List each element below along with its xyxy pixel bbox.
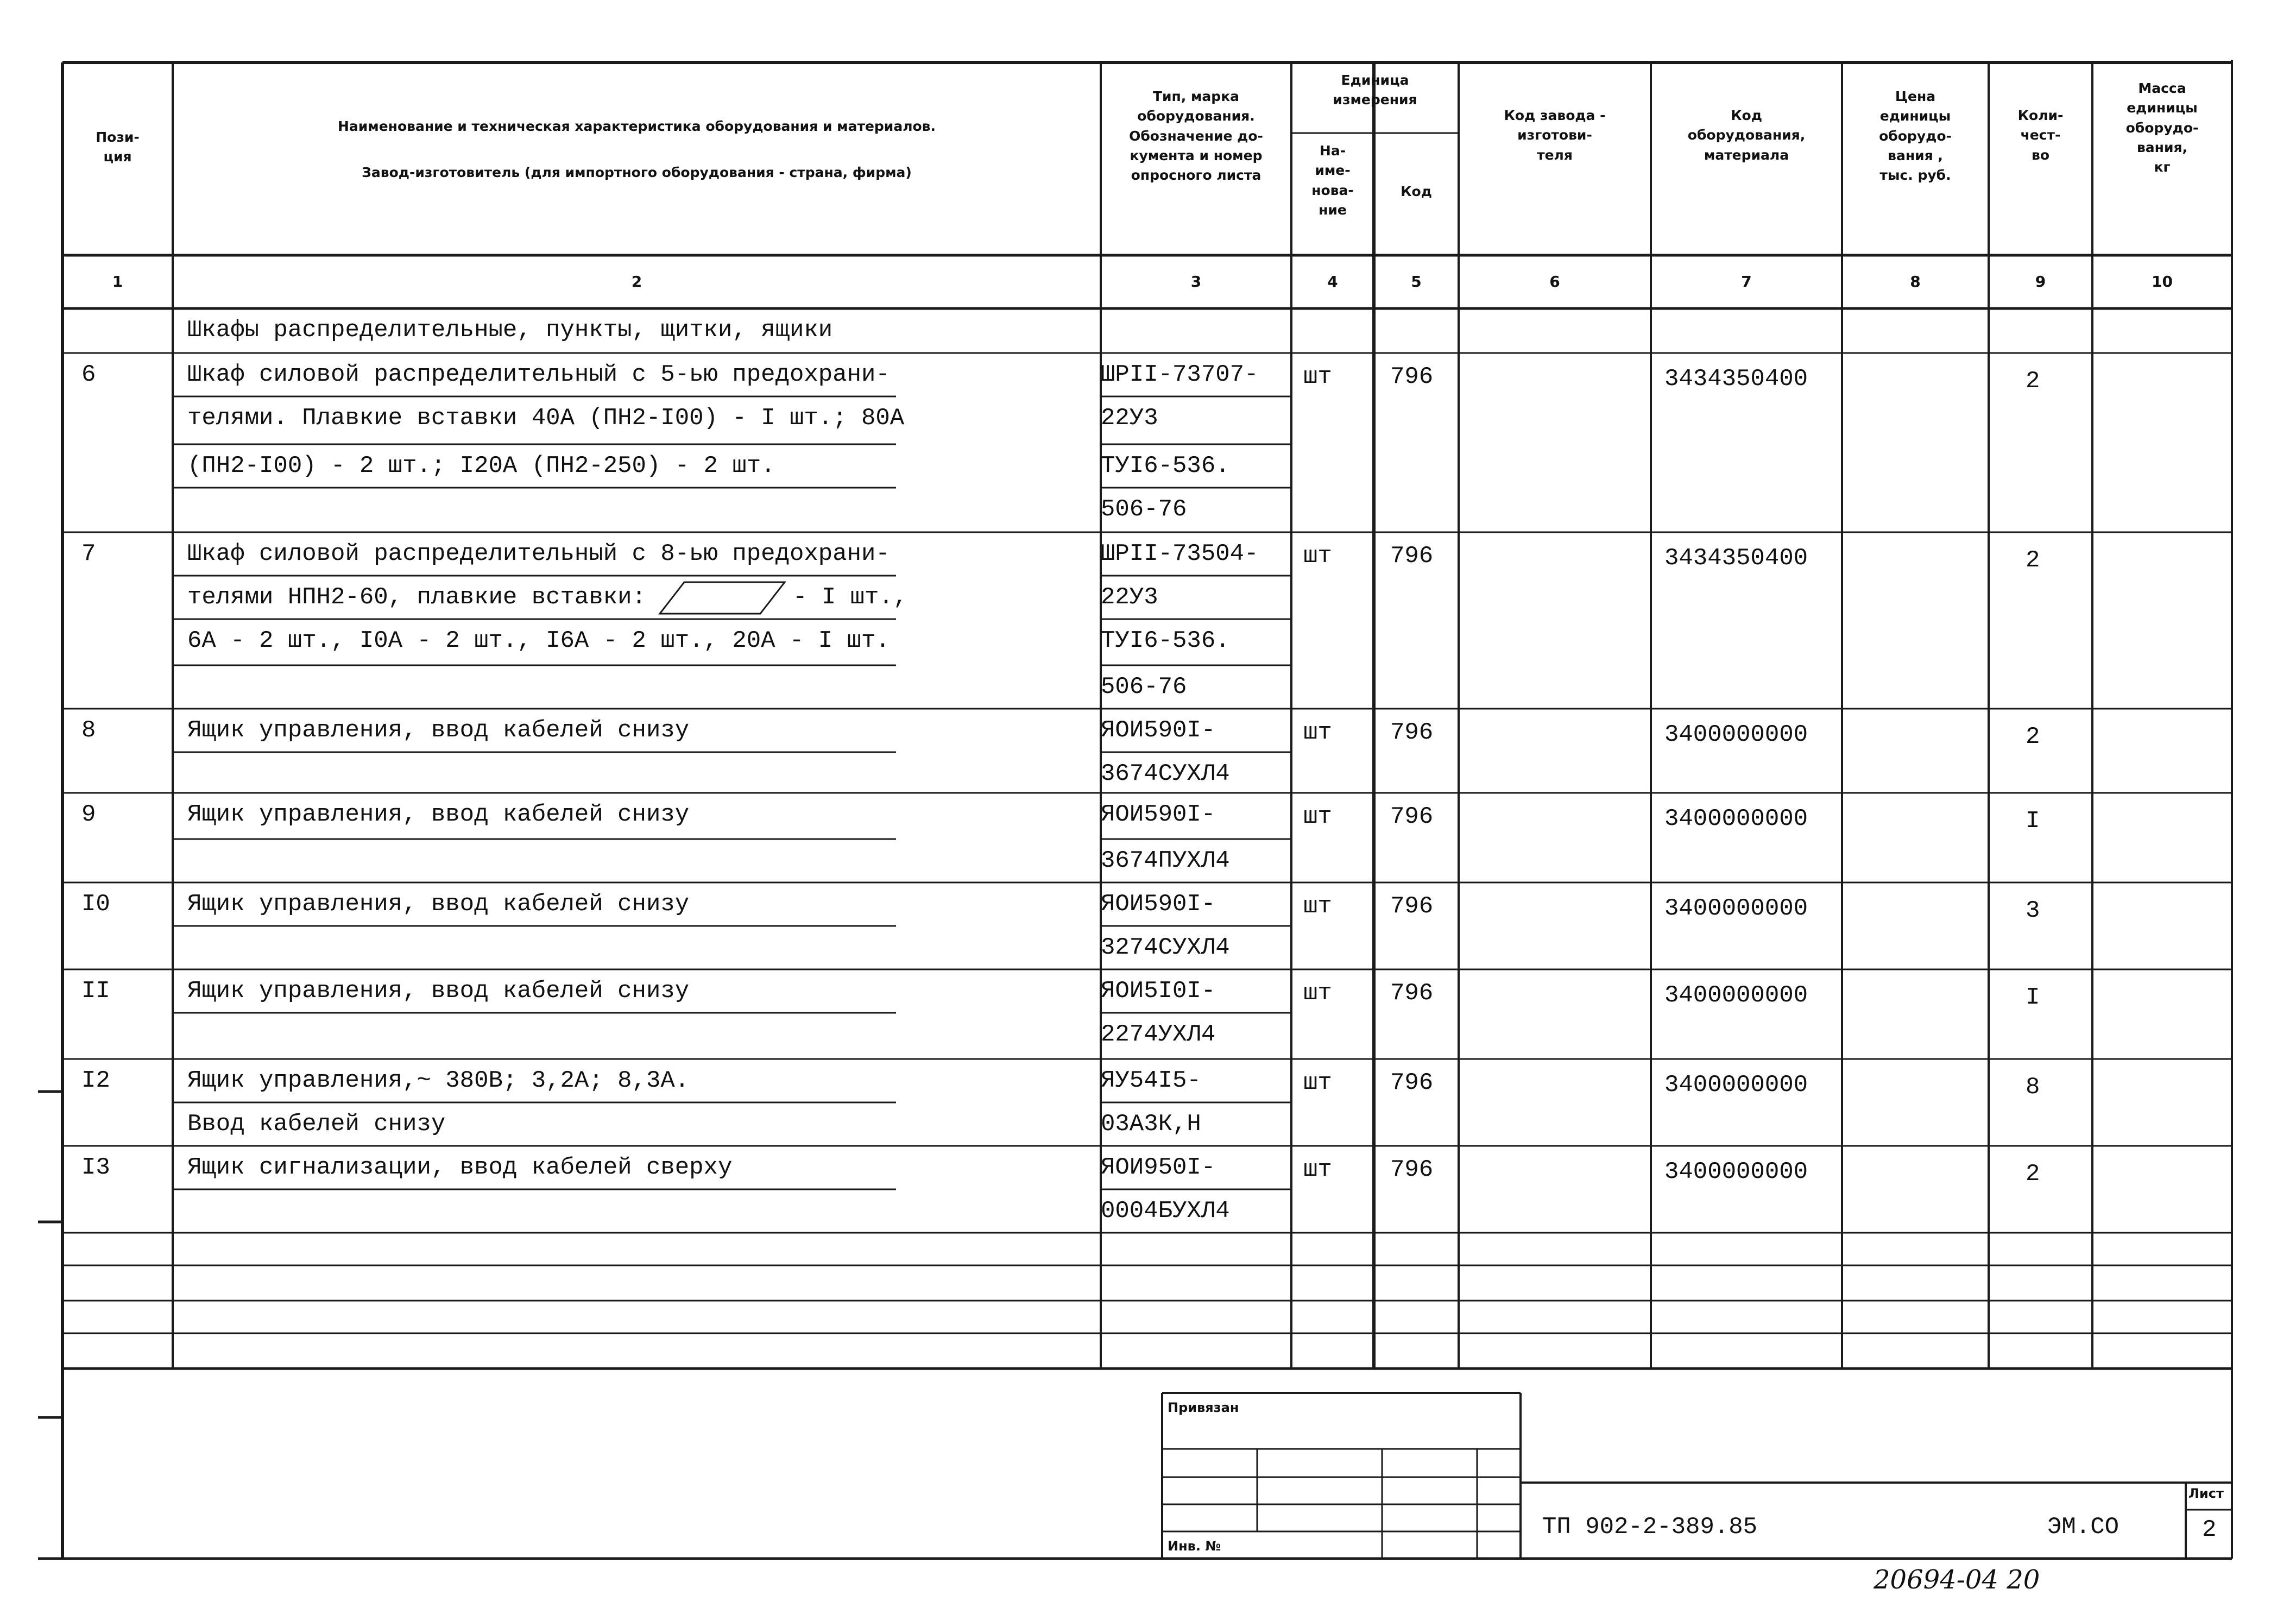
row-quantity: 2: [2026, 723, 2040, 751]
header-material-code: Код оборудования, материала: [1687, 108, 1806, 163]
row-type: ЯОИ590I-: [1101, 801, 1216, 828]
header-unit-code: Код: [1401, 184, 1432, 199]
row-type: ЯОИ950I-: [1101, 1154, 1216, 1181]
row-type: ЯУ54I5-: [1101, 1067, 1201, 1094]
row-name: Ящик сигнализации, ввод кабелей сверху: [187, 1154, 733, 1181]
row-name: Ящик управления, ввод кабелей снизу: [187, 978, 690, 1005]
row-unit-code: 796: [1390, 1069, 1434, 1096]
row-type: ЯОИ590I-: [1101, 891, 1216, 918]
row-position: I3: [81, 1154, 110, 1181]
row-material-code: 3434350400: [1664, 365, 1808, 393]
header-price: Цена единицы оборудо- вания , тыс. руб.: [1879, 89, 1952, 183]
column-number: 3: [1190, 273, 1202, 291]
row-unit: шт: [1303, 543, 1332, 570]
row-name: Ящик управления, ввод кабелей снизу: [187, 891, 690, 918]
row-unit-code: 796: [1390, 893, 1434, 920]
row-name: телями НПН2-60, плавкие вставки:: [187, 584, 646, 611]
document-code: ЭМ.СО: [2047, 1514, 2120, 1541]
row-type: 03А3К,Н: [1101, 1111, 1201, 1138]
row-unit: шт: [1303, 1156, 1332, 1183]
row-unit-code: 796: [1390, 719, 1434, 746]
row-unit: шт: [1303, 980, 1332, 1007]
column-number: 10: [2152, 273, 2173, 291]
row-position: 8: [81, 717, 96, 744]
row-name: Шкаф силовой распределительный с 8-ью предохрани-: [187, 540, 890, 568]
row-type: 2274УХЛ4: [1101, 1021, 1216, 1048]
row-name: Ящик управления, ввод кабелей снизу: [187, 717, 690, 744]
handwritten-number: 20694-04 20: [1874, 1565, 2040, 1595]
row-quantity: 2: [2026, 1161, 2040, 1188]
row-type: ШРII-73504-: [1101, 540, 1259, 568]
row-unit: шт: [1303, 363, 1332, 390]
row-type: ЯОИ590I-: [1101, 717, 1216, 744]
row-position: II: [81, 978, 110, 1005]
row-type: 22У3: [1101, 405, 1158, 432]
header-type: Тип, марка оборудования. Обозначение до- кумента и номер опросного листа: [1129, 89, 1263, 183]
row-type: 0004БУХЛ4: [1101, 1197, 1230, 1225]
row-type: 506-76: [1101, 496, 1187, 523]
header-mass: Масса единицы оборудо- вания, кг: [2125, 80, 2199, 175]
row-material-code: 3400000000: [1664, 721, 1808, 748]
column-number: 6: [1549, 273, 1560, 291]
row-material-code: 3400000000: [1664, 1158, 1808, 1186]
row-quantity: I: [2026, 984, 2040, 1011]
row-material-code: 3400000000: [1664, 1071, 1808, 1099]
row-type: 3274СУХЛ4: [1101, 934, 1230, 961]
column-number: 8: [1910, 273, 1921, 291]
row-unit: шт: [1303, 803, 1332, 830]
column-number: 5: [1411, 273, 1422, 291]
row-position: 7: [81, 540, 96, 568]
row-name: Ввод кабелей снизу: [187, 1111, 446, 1138]
row-name: Шкаф силовой распределительный с 5-ью предохрани-: [187, 361, 890, 388]
column-number: 1: [112, 273, 123, 291]
column-number: 4: [1327, 273, 1338, 291]
row-quantity: 8: [2026, 1074, 2040, 1101]
header-name-line1: Наименование и техническая характеристика оборудования и материалов.: [337, 118, 936, 134]
header-unit: Единица измерения: [1333, 72, 1417, 108]
row-unit-code: 796: [1390, 363, 1434, 390]
row-position: 9: [81, 801, 96, 828]
header-unit-name: На- име- нова- ние: [1311, 143, 1354, 218]
row-quantity: 2: [2026, 368, 2040, 395]
document-number: ТП 902-2-389.85: [1542, 1514, 1758, 1541]
row-material-code: 3400000000: [1664, 982, 1808, 1009]
row-unit-code: 796: [1390, 543, 1434, 570]
row-name: (ПН2-I00) - 2 шт.; I20А (ПН2-250) - 2 шт.: [187, 452, 775, 480]
column-number: 2: [631, 273, 642, 291]
row-unit: шт: [1303, 719, 1332, 746]
row-material-code: 3434350400: [1664, 545, 1808, 572]
row-unit-code: 796: [1390, 980, 1434, 1007]
row-name: телями. Плавкие вставки 40А (ПН2-I00) - I шт.; 80А: [187, 405, 905, 432]
row-type: ТУI6-536.: [1101, 627, 1230, 654]
inventory-label: Инв. №: [1168, 1539, 1221, 1554]
header-name-line2: Завод-изготовитель (для импортного оборудования - страна, фирма): [362, 165, 912, 180]
row-position: I0: [81, 891, 110, 918]
row-material-code: 3400000000: [1664, 895, 1808, 922]
row-name: 6А - 2 шт., I0А - 2 шт., I6А - 2 шт., 20А - I шт.: [187, 627, 890, 654]
row-name-suffix: - I шт.,: [793, 584, 908, 611]
sheet-number: 2: [2202, 1516, 2217, 1543]
column-number: 9: [2035, 273, 2046, 291]
row-name: Шкафы распределительные, пункты, щитки, ящики: [187, 317, 833, 344]
row-position: 6: [81, 361, 96, 388]
row-type: 3674СУХЛ4: [1101, 760, 1230, 787]
row-quantity: 2: [2026, 547, 2040, 574]
row-name: Ящик управления, ввод кабелей снизу: [187, 801, 690, 828]
sheet-label: Лист: [2188, 1486, 2224, 1501]
row-type: 22У3: [1101, 584, 1158, 611]
row-type: 506-76: [1101, 673, 1187, 701]
header-position: Пози- ция: [96, 129, 140, 165]
header-plant-code: Код завода - изготови- теля: [1504, 108, 1606, 163]
column-number: 7: [1741, 273, 1752, 291]
row-unit: шт: [1303, 1069, 1332, 1096]
privyazan-label: Привязан: [1168, 1400, 1239, 1415]
header-quantity: Коли- чест- во: [2017, 108, 2064, 163]
row-type: ШРII-73707-: [1101, 361, 1259, 388]
blank-parallelogram: [660, 582, 785, 614]
row-name: Ящик управления,~ 380В; 3,2А; 8,3А.: [187, 1067, 690, 1094]
row-unit-code: 796: [1390, 803, 1434, 830]
row-quantity: 3: [2026, 897, 2040, 924]
row-unit-code: 796: [1390, 1156, 1434, 1183]
row-type: ЯОИ5I0I-: [1101, 978, 1216, 1005]
row-material-code: 3400000000: [1664, 805, 1808, 833]
row-quantity: I: [2026, 808, 2040, 835]
row-position: I2: [81, 1067, 110, 1094]
row-type: 3674ПУХЛ4: [1101, 847, 1230, 874]
row-unit: шт: [1303, 893, 1332, 920]
row-type: ТУI6-536.: [1101, 452, 1230, 480]
